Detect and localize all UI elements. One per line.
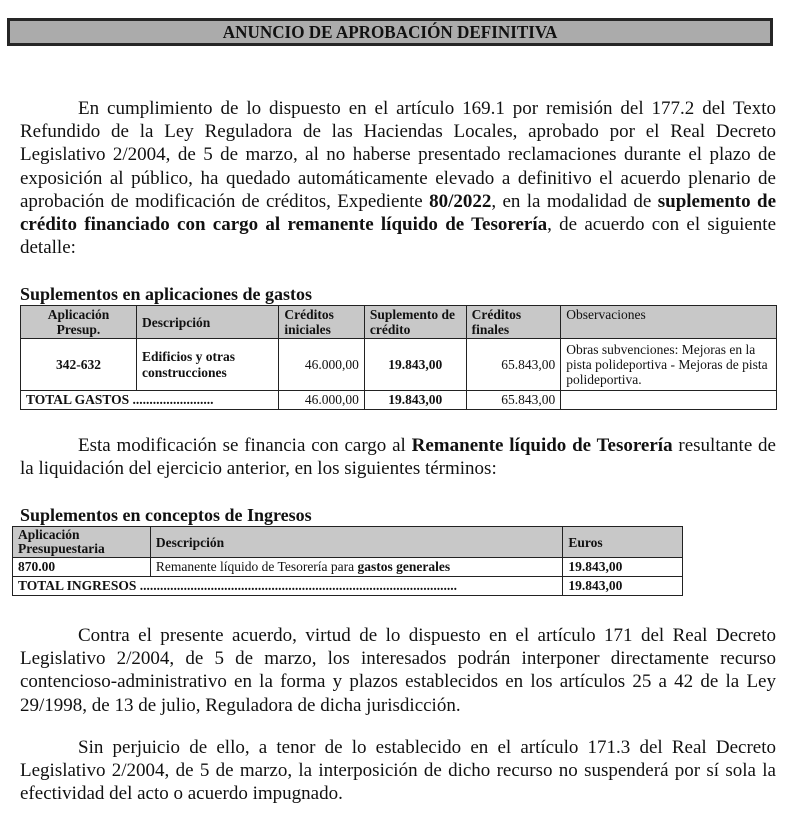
total-ingresos-label: TOTAL INGRESOS .............................................................................................. bbox=[13, 577, 563, 596]
header-descripcion: Descripción bbox=[136, 306, 278, 339]
header-creditos-iniciales: Créditos iniciales bbox=[279, 306, 364, 339]
intro-text-2: , en la modalidad de bbox=[491, 190, 658, 212]
intro-text-1: En cumplimiento de lo dispuesto en el artículo 169.1 por remisión del 177.2 del Texto Refundido de la Ley Reguladora de las Haciendas Locales, aprobado por el Real Decreto Legislativo 2/2004, de 5 de marzo, al no haberse presentado reclamaciones durante el plazo de exposición al público, ha quedado automáticamente elevado a definitivo el acuerdo plenario de aprobación de modificación de créditos, Expediente bbox=[20, 98, 776, 212]
total-creditos-finales: 65.843,00 bbox=[466, 391, 561, 410]
gastos-section-title: Suplementos en aplicaciones de gastos bbox=[20, 284, 313, 304]
cell-creditos-finales: 65.843,00 bbox=[466, 339, 561, 391]
total-creditos-iniciales: 46.000,00 bbox=[279, 391, 364, 410]
cell-euros: 19.843,00 bbox=[563, 558, 683, 577]
cell-aplicacion: 342-632 bbox=[21, 339, 137, 391]
header-aplicacion: Aplicación Presup. bbox=[21, 306, 137, 339]
gastos-total-row bbox=[21, 391, 777, 410]
header-observaciones: Observaciones bbox=[561, 306, 777, 339]
intro-text-3: , de acuerdo con el siguiente detalle: bbox=[20, 214, 776, 259]
cell-creditos-iniciales: 46.000,00 bbox=[279, 339, 364, 391]
total-suplemento: 19.843,00 bbox=[364, 391, 466, 410]
recurso-paragraph bbox=[20, 624, 776, 717]
ingresos-table bbox=[12, 526, 683, 596]
gastos-header-row bbox=[21, 306, 777, 339]
ingresos-section-title: Suplementos en conceptos de Ingresos bbox=[20, 505, 312, 525]
suspension-paragraph bbox=[20, 736, 776, 806]
gastos-table bbox=[20, 305, 777, 410]
intro-paragraph bbox=[20, 97, 776, 259]
expediente-number: 80/2022 bbox=[429, 190, 492, 212]
header-creditos-finales: Créditos finales bbox=[466, 306, 561, 339]
table-row bbox=[13, 558, 683, 577]
modalidad-text: suplemento de crédito financiado con cargo al remanente líquido de Tesorería bbox=[20, 190, 776, 236]
announcement-title: ANUNCIO DE APROBACIÓN DEFINITIVA bbox=[222, 21, 558, 42]
descripcion-normal: Remanente líquido de Tesorería para bbox=[155, 559, 358, 574]
ingresos-header-row bbox=[13, 527, 683, 558]
header-aplicacion-presupuestaria: Aplicación Presupuestaria bbox=[13, 527, 151, 558]
header-suplemento: Suplemento de crédito bbox=[364, 306, 466, 339]
total-gastos-label: TOTAL GASTOS ........................ bbox=[21, 391, 279, 410]
financiacion-bold: Remanente líquido de Tesorería bbox=[411, 435, 673, 456]
suspension-text: Sin perjuicio de ello, a tenor de lo establecido en el artículo 171.3 del Real Decreto Legislativo 2/2004, de 5 de marzo, la interposición de dicho recurso no suspenderá por sí sola la efectividad del acto o acuerdo impugnado. bbox=[20, 737, 776, 805]
header-euros: Euros bbox=[563, 527, 683, 558]
financiacion-text-1: Esta modificación se financia con cargo al bbox=[78, 435, 412, 456]
cell-suplemento: 19.843,00 bbox=[364, 339, 466, 391]
table-row bbox=[21, 339, 777, 391]
financiacion-paragraph bbox=[20, 434, 776, 480]
descripcion-bold: gastos generales bbox=[357, 559, 451, 574]
header-descripcion: Descripción bbox=[150, 527, 562, 558]
total-euros: 19.843,00 bbox=[563, 577, 683, 596]
cell-descripcion bbox=[150, 558, 562, 577]
cell-aplicacion: 870.00 bbox=[13, 558, 151, 577]
cell-descripcion: Edificios y otras construcciones bbox=[136, 339, 278, 391]
announcement-title-box bbox=[7, 18, 773, 46]
cell-observaciones: Obras subvenciones: Mejoras en la pista polideportiva - Mejoras de pista polideportiva. bbox=[561, 339, 777, 391]
ingresos-total-row bbox=[13, 577, 683, 596]
recurso-text: Contra el presente acuerdo, virtud de lo dispuesto en el artículo 171 del Real Decreto Legislativo 2/2004, de 5 de marzo, los interesados podrán interponer directamente recurso contencioso-administrativo en la forma y plazos establecidos en los artículos 25 a 42 de la Ley 29/1998, de 13 de julio, Reguladora de dicha jurisdicción. bbox=[20, 625, 776, 716]
total-observaciones-empty bbox=[561, 391, 777, 410]
financiacion-text-2: resultante de la liquidación del ejercicio anterior, en los siguientes términos: bbox=[20, 435, 776, 480]
